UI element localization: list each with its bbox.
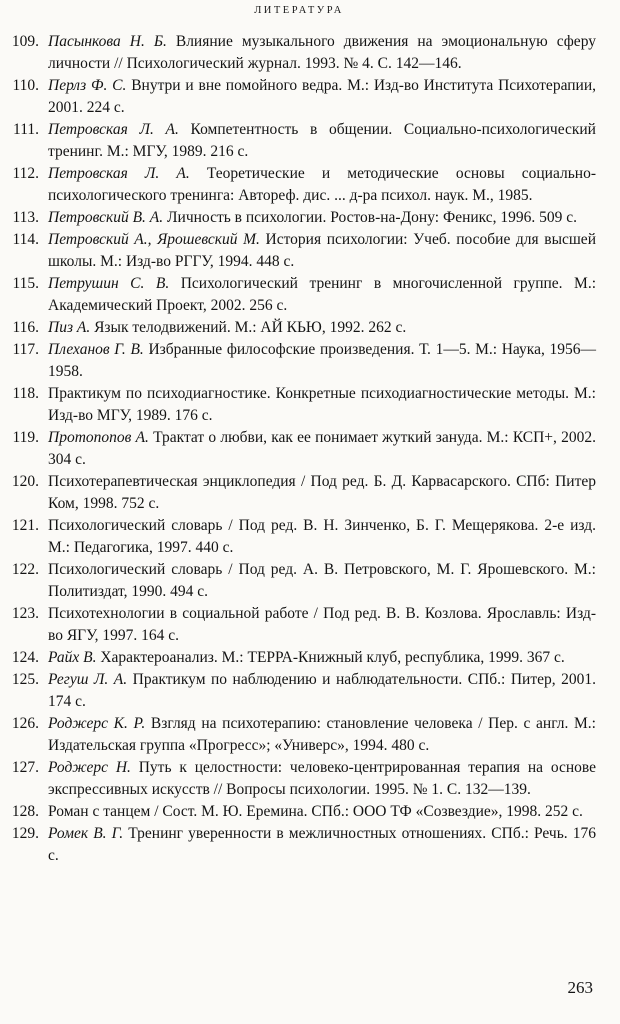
entry-text: Личность в психологии. Ростов-на-Дону: Феникс, 1996. 509 с. <box>167 209 578 226</box>
entry-text: Избранные философские произведения. Т. 1—5. М.: Наука, 1956—1958. <box>48 341 596 380</box>
bibliography-entry <box>2 273 596 317</box>
entry-number: 129. <box>11 825 39 842</box>
bibliography-entry <box>2 801 596 823</box>
bibliography-entry <box>2 317 596 339</box>
bibliography-entry <box>2 757 596 801</box>
entry-author: Роджерс Н. <box>48 759 139 776</box>
entry-text: Взгляд на психотерапию: становление человека / Пер. с англ. М.: Издательская группа «Прогресс»; «Универс», 1994. 480 с. <box>48 715 596 754</box>
entry-text: Компетентность в общении. Социально-психологический тренинг. М.: МГУ, 1989. 216 с. <box>48 121 596 160</box>
entry-body <box>48 603 596 647</box>
entry-number: 121. <box>11 517 39 534</box>
entry-author: Райх В. <box>48 649 101 666</box>
bibliography-entry <box>2 669 596 713</box>
entry-text: История психологии: Учеб. пособие для высшей школы. М.: Изд-во РГГУ, 1994. 448 с. <box>48 231 596 270</box>
entry-author: Регуш Л. А. <box>48 671 133 688</box>
entry-author: Пасынкова Н. Б. <box>48 33 176 50</box>
entry-number: 127. <box>11 759 39 776</box>
entry-body <box>48 427 596 471</box>
entry-body <box>48 119 596 163</box>
entry-body <box>48 801 596 823</box>
entry-author: Ромек В. Г. <box>48 825 129 842</box>
entry-body <box>48 75 596 119</box>
entry-body <box>48 339 596 383</box>
entry-number: 123. <box>11 605 39 622</box>
entry-number: 117. <box>12 341 39 358</box>
bibliography-entry <box>2 229 596 273</box>
entry-body <box>48 317 596 339</box>
entry-text: Влияние музыкального движения на эмоциональную сферу личности // Психологический журнал. 1993. № 4. С. 142—146. <box>48 33 596 72</box>
entry-body <box>48 273 596 317</box>
entry-text: Психологический словарь / Под ред. В. Н. Зинченко, Б. Г. Мещерякова. 2-е изд. М.: Педагогика, 1997. 440 с. <box>48 517 596 556</box>
entry-author: Петровский В. А. <box>48 209 168 226</box>
entry-text: Теоретические и методические основы социально-психологического тренинга: Автореф. дис. ... д-ра психол. наук. М., 1985. <box>48 165 596 204</box>
entry-body <box>48 713 596 757</box>
page-number: 263 <box>567 978 593 997</box>
entry-author: Плеханов Г. В. <box>48 341 149 358</box>
entry-body <box>48 31 596 75</box>
entry-author: Протопопов А. <box>48 429 154 446</box>
bibliography-entry <box>2 823 596 867</box>
entry-number: 111. <box>13 121 39 138</box>
entry-number: 122. <box>11 561 39 578</box>
entry-number: 113. <box>12 209 39 226</box>
bibliography-entry <box>2 647 596 669</box>
entry-number: 110. <box>12 77 39 94</box>
bibliography-entry <box>2 603 596 647</box>
entry-author: Петрушин С. В. <box>48 275 181 292</box>
bibliography-entry <box>2 471 596 515</box>
entry-number: 119. <box>12 429 39 446</box>
bibliography-entry <box>2 31 596 75</box>
entry-text: Психотехнологии в социальной работе / Под ред. В. В. Козлова. Ярославль: Изд-во ЯГУ, 1997. 164 с. <box>48 605 596 644</box>
entry-body <box>48 669 596 713</box>
entry-body <box>48 757 596 801</box>
entry-author: Петровская Л. А. <box>48 121 191 138</box>
entry-author: Перлз Ф. С. <box>48 77 132 94</box>
bibliography-entry <box>2 559 596 603</box>
entry-number: 116. <box>12 319 39 336</box>
entry-text: Психотерапевтическая энциклопедия / Под ред. Б. Д. Карвасарского. СПб: Питер Ком, 1998. 752 с. <box>48 473 596 512</box>
running-header: ЛИТЕРАТУРА <box>254 5 344 16</box>
bibliography-entry <box>2 75 596 119</box>
entry-body <box>48 515 596 559</box>
entry-author: Петровская Л. А. <box>48 165 207 182</box>
bibliography-entry <box>2 119 596 163</box>
entry-number: 125. <box>11 671 39 688</box>
entry-body <box>48 163 596 207</box>
entry-text: Тренинг уверенности в межличностных отношениях. СПб.: Речь. 176 с. <box>48 825 596 864</box>
entry-body <box>48 647 596 669</box>
bibliography-entry <box>2 713 596 757</box>
entry-number: 115. <box>12 275 39 292</box>
entry-text: Роман с танцем / Сост. М. Ю. Еремина. СПб.: ООО ТФ «Созвездие», 1998. 252 с. <box>48 803 583 820</box>
bibliography-entry <box>2 515 596 559</box>
entry-author: Пиз А. <box>48 319 95 336</box>
bibliography-list <box>2 31 596 867</box>
entry-text: Внутри и вне помойного ведра. М.: Изд-во Института Психотерапии, 2001. 224 с. <box>48 77 596 116</box>
entry-text: Язык телодвижений. М.: АЙ КЬЮ, 1992. 262 с. <box>94 319 407 336</box>
entry-author: Петровский А., Ярошевский М. <box>48 231 266 248</box>
entry-text: Практикум по наблюдению и наблюдательности. СПб.: Питер, 2001. 174 с. <box>48 671 596 710</box>
entry-text: Трактат о любви, как ее понимает жуткий зануда. М.: КСП+, 2002. 304 с. <box>48 429 596 468</box>
entry-number: 114. <box>12 231 39 248</box>
entry-number: 120. <box>11 473 39 490</box>
entry-number: 112. <box>12 165 39 182</box>
entry-text: Практикум по психодиагностике. Конкретные психодиагностические методы. М.: Изд-во МГУ, 1989. 176 с. <box>48 385 596 424</box>
entry-number: 126. <box>11 715 39 732</box>
entry-number: 128. <box>11 803 39 820</box>
entry-body <box>48 207 596 229</box>
entry-text: Характероанализ. М.: ТЕРРА-Книжный клуб, республика, 1999. 367 с. <box>100 649 565 666</box>
entry-body <box>48 471 596 515</box>
bibliography-entry <box>2 383 596 427</box>
entry-body <box>48 559 596 603</box>
entry-text: Психологический тренинг в многочисленной группе. М.: Академический Проект, 2002. 256 с. <box>48 275 597 314</box>
entry-number: 124. <box>11 649 39 666</box>
entry-body <box>48 383 596 427</box>
entry-author: Роджерс К. Р. <box>48 715 151 732</box>
entry-body <box>48 229 596 273</box>
entry-text: Психологический словарь / Под ред. А. В. Петровского, М. Г. Ярошевского. М.: Политиздат, 1990. 494 с. <box>48 561 596 600</box>
bibliography-entry <box>2 163 596 207</box>
entry-number: 109. <box>11 33 39 50</box>
entry-body <box>48 823 596 867</box>
bibliography-entry <box>2 207 596 229</box>
bibliography-entry <box>2 427 596 471</box>
bibliography-entry <box>2 339 596 383</box>
entry-text: Путь к целостности: человеко-центрированная терапия на основе экспрессивных искусств // Вопросы психологии. 1995. № 1. С. 132—139. <box>48 759 596 798</box>
entry-number: 118. <box>12 385 39 402</box>
